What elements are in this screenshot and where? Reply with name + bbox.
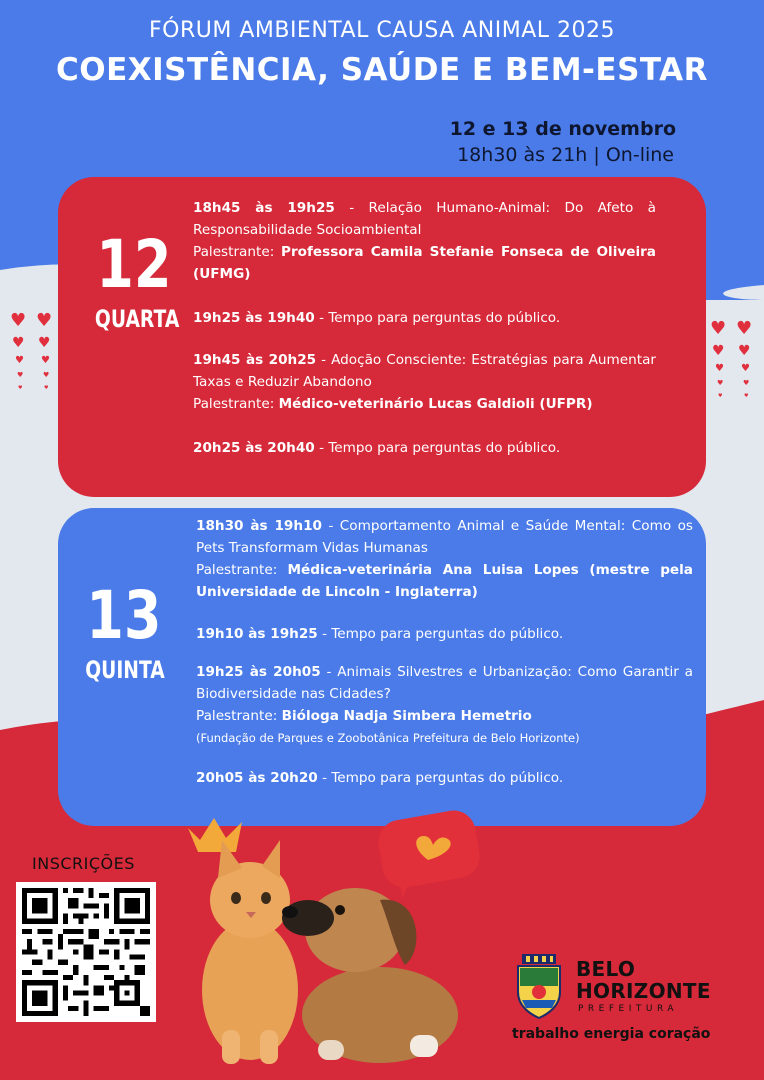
heart-icon: ♥ xyxy=(743,379,750,387)
schedule-item xyxy=(193,349,656,415)
heart-icon: ♥ xyxy=(44,385,49,391)
day-card-12 xyxy=(58,177,706,497)
item-time: 18h45 às 19h25 xyxy=(193,200,335,216)
heart-icon: ♥ xyxy=(736,318,753,339)
event-time: 18h30 às 21h xyxy=(457,144,588,166)
item-time: 18h30 às 19h10 xyxy=(196,518,322,534)
event-dates: 12 e 13 de novembro xyxy=(449,118,676,140)
schedule-item xyxy=(193,307,656,329)
speaker-label: Palestrante: xyxy=(193,396,279,412)
slogan: trabalho energia coração xyxy=(512,1026,711,1042)
day-number: 12 xyxy=(96,226,172,303)
item-title: - Animais Silvestres e Urbanização: Como Garantir a Biodiversidade nas Cidades? xyxy=(196,664,693,702)
hearts-decoration-right xyxy=(708,320,764,420)
item-time: 20h25 às 20h40 xyxy=(193,440,315,456)
item-time: 19h25 às 20h05 xyxy=(196,664,321,680)
speaker-label: Palestrante: xyxy=(196,708,282,724)
item-time: 20h05 às 20h20 xyxy=(196,770,318,786)
city-name xyxy=(576,958,711,1002)
qr-code-icon[interactable] xyxy=(16,882,156,1022)
day-number: 13 xyxy=(86,577,162,654)
heart-icon: ♥ xyxy=(718,393,723,399)
schedule-item xyxy=(193,197,656,285)
heart-icon: ♥ xyxy=(12,335,25,351)
heart-icon: ♥ xyxy=(18,385,23,391)
schedule-list xyxy=(193,197,656,481)
prefeitura-label: PREFEITURA xyxy=(578,1004,679,1014)
heart-icon: ♥ xyxy=(36,310,53,331)
event-theme: COEXISTÊNCIA, SAÚDE E BEM-ESTAR xyxy=(55,52,709,88)
registration-label: INSCRIÇÕES xyxy=(32,854,135,873)
item-title: - Adoção Consciente: Estratégias para Aumentar Taxas e Reduzir Abandono xyxy=(193,352,656,390)
speaker-label: Palestrante: xyxy=(196,562,288,578)
item-title: - Tempo para perguntas do público. xyxy=(317,626,564,642)
event-name: FÓRUM AMBIENTAL CAUSA ANIMAL 2025 xyxy=(148,18,616,43)
heart-icon: ♥ xyxy=(38,335,51,351)
cat-and-dog-illustration xyxy=(180,800,500,1070)
crown-icon xyxy=(188,818,242,852)
schedule-item xyxy=(196,661,693,749)
day-weekday: QUARTA xyxy=(94,305,180,333)
item-title: - Comportamento Animal e Saúde Mental: Como os Pets Transformam Vidas Humanas xyxy=(196,518,693,556)
schedule-item xyxy=(196,767,693,789)
cat-icon xyxy=(202,840,298,1064)
item-time: 19h45 às 20h25 xyxy=(193,352,317,368)
city-name-line1: BELO xyxy=(576,957,636,981)
heart-icon: ♥ xyxy=(15,355,24,366)
heart-icon: ♥ xyxy=(738,343,751,359)
heart-bubble-icon xyxy=(375,807,483,898)
heart-icon: ♥ xyxy=(717,379,724,387)
item-title: - Tempo para perguntas do público. xyxy=(314,440,561,456)
schedule-list xyxy=(196,515,693,811)
day-card-13 xyxy=(58,508,706,826)
heart-icon: ♥ xyxy=(17,371,24,379)
speaker-affiliation: (Fundação de Parques e Zoobotânica Prefeitura de Belo Horizonte) xyxy=(196,731,580,745)
heart-icon: ♥ xyxy=(43,371,50,379)
heart-icon: ♥ xyxy=(10,310,27,331)
speaker-name: Médica-veterinária Ana Luisa Lopes (mestre pela Universidade de Lincoln - Inglaterra) xyxy=(196,562,693,600)
item-time: 19h10 às 19h25 xyxy=(196,626,318,642)
event-time-line xyxy=(457,144,674,166)
speaker-label: Palestrante: xyxy=(193,244,282,260)
item-title: - Tempo para perguntas do público. xyxy=(314,310,561,326)
heart-icon: ♥ xyxy=(712,343,725,359)
speaker-name: Bióloga Nadja Simbera Hemetrio xyxy=(281,708,532,724)
heart-icon: ♥ xyxy=(744,393,749,399)
dog-icon xyxy=(282,888,458,1063)
hearts-decoration-left xyxy=(8,312,64,412)
item-title: - Relação Humano-Animal: Do Afeto à Responsabilidade Socioambiental xyxy=(193,200,656,238)
heart-icon: ♥ xyxy=(741,363,750,374)
speaker-name: Professora Camila Stefanie Fonseca de Oliveira (UFMG) xyxy=(193,244,656,282)
city-name-line2: HORIZONTE xyxy=(576,979,711,1003)
schedule-item xyxy=(196,515,693,603)
event-mode: On-line xyxy=(605,144,674,166)
city-coat-of-arms-icon xyxy=(512,954,566,1020)
item-title: - Tempo para perguntas do público. xyxy=(317,770,564,786)
heart-icon: ♥ xyxy=(715,363,724,374)
heart-icon: ♥ xyxy=(710,318,727,339)
separator: | xyxy=(593,144,606,166)
item-time: 19h25 às 19h40 xyxy=(193,310,315,326)
heart-icon: ♥ xyxy=(41,355,50,366)
day-weekday: QUINTA xyxy=(85,656,165,684)
schedule-item xyxy=(196,623,693,645)
speaker-name: Médico-veterinário Lucas Galdioli (UFPR) xyxy=(278,396,593,412)
schedule-item xyxy=(193,437,656,459)
